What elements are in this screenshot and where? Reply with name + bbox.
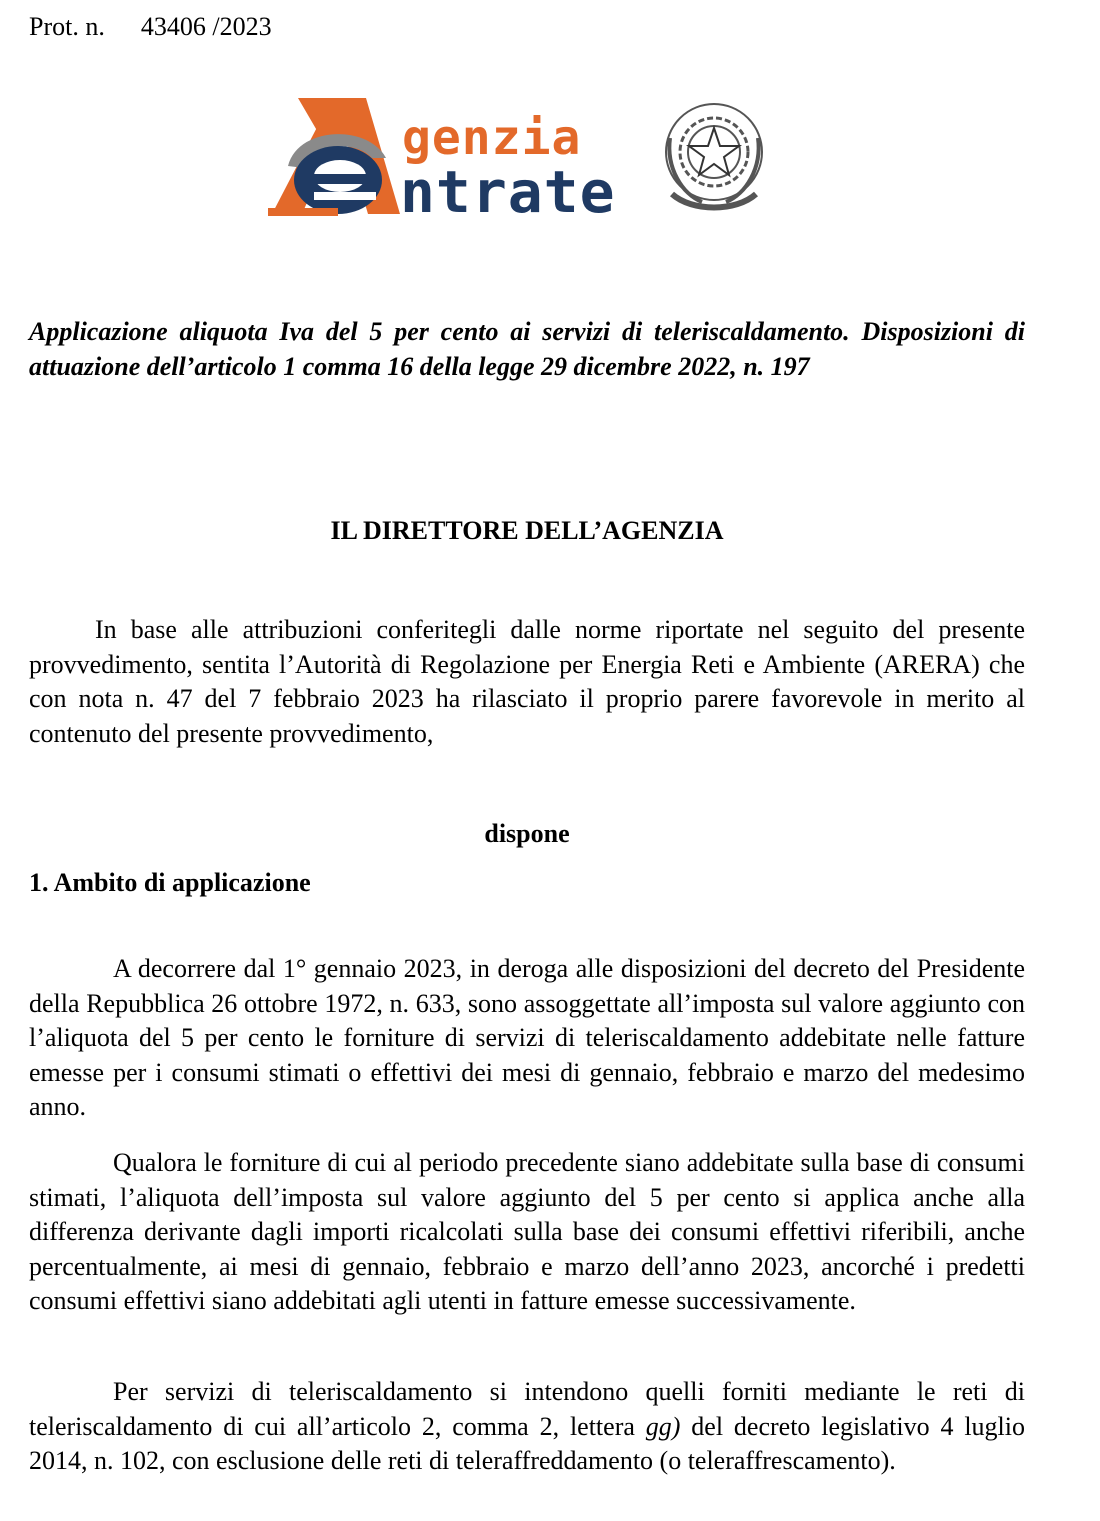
dispone-heading: dispone bbox=[484, 819, 570, 848]
section-paragraph-3 bbox=[29, 1375, 1025, 1479]
section-title: 1. Ambito di applicazione bbox=[29, 868, 311, 897]
protocol-number bbox=[29, 10, 272, 44]
paragraph-3-text-end: del decreto legislativo 4 luglio 2014, n. 102, con esclusione delle reti di teleraffreddamento (o teleraffrescamento). bbox=[29, 1411, 1025, 1476]
protocol-label: Prot. n. bbox=[29, 12, 105, 41]
section-paragraph-2: Qualora le forniture di cui al periodo precedente siano addebitate sulla base di consumi stimati, l’aliquota dell’imposta sul valore aggiunto del 5 per cento si applica anche alla differenza derivante dagli importi ricalcolati sulla base dei consumi effettivi riferibili, anche percentualmente, ai mesi di gennaio, febbraio e marzo dell’anno 2023, ancorché i predetti consumi effettivi siano addebitati agli utenti in fatture emesse successivamente. bbox=[29, 1148, 1025, 1316]
section-paragraph-1: A decorrere dal 1° gennaio 2023, in deroga alle disposizioni del decreto del Presidente della Repubblica 26 ottobre 1972, n. 633, sono assoggettate all’imposta sul valore aggiunto con l’aliquota del 5 per cento le forniture di servizi di teleriscaldamento addebitate nelle fatture emesse per i consumi stimati o effettivi dei mesi di gennaio, febbraio e marzo del medesimo anno. bbox=[29, 954, 1025, 1122]
protocol-value: 43406 /2023 bbox=[140, 12, 272, 41]
logo-word-genzia: genzia bbox=[402, 110, 582, 166]
paragraph-3-italic-letter: gg) bbox=[645, 1411, 681, 1441]
paragraph-3-text-start: Per servizi di teleriscaldamento si intendono quelli forniti mediante le reti di teleriscaldamento di cui all’articolo 2, comma 2, lettera bbox=[29, 1377, 1025, 1441]
intro-paragraph: In base alle attribuzioni conferitegli dalle norme riportate nel seguito del presente provvedimento, sentita l’Autorità di Regolazione per Energia Reti e Ambiente (ARERA) che con nota n. 47 del 7 febbraio 2023 ha rilasciato il proprio parere favorevole in merito al contenuto del presente provvedimento, bbox=[29, 615, 1025, 748]
director-heading: IL DIRETTORE DELL’AGENZIA bbox=[330, 516, 724, 545]
italian-republic-emblem-icon bbox=[662, 98, 766, 216]
logo-word-ntrate: ntrate bbox=[400, 158, 616, 226]
logo-letter-mark bbox=[268, 96, 408, 222]
document-subject: Applicazione aliquota Iva del 5 per cento ai servizi di teleriscaldamento. Disposizioni di attuazione dell’articolo 1 comma 16 della legge 29 dicembre 2022, n. 197 bbox=[29, 317, 1025, 381]
agenzia-entrate-logo bbox=[268, 96, 768, 226]
